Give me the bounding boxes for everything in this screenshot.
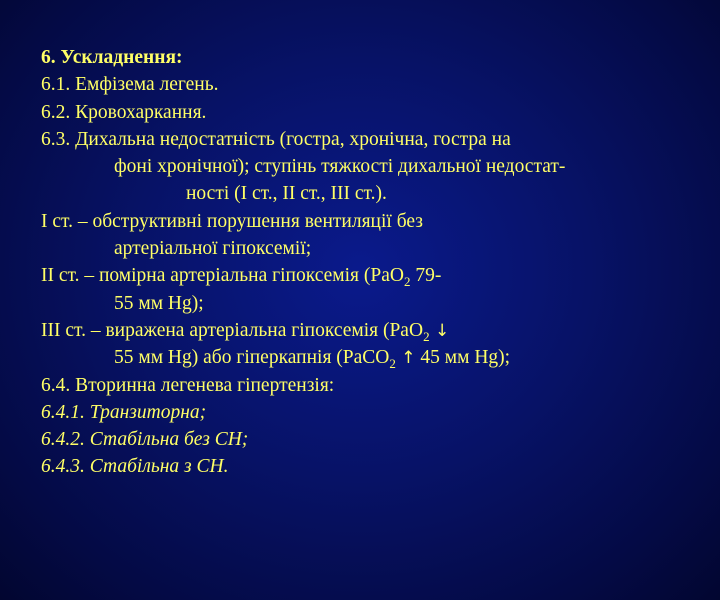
stage3-text: ІІІ ст. – виражена артеріальна гіпоксемія (РаО [41,319,424,341]
stage3-line2 [41,344,701,371]
stage2-subscript: 2 [403,274,411,290]
slide-content [41,44,701,481]
stage1-line1: І ст. – обструктивні порушення вентиляції без [41,210,423,232]
subitem-stable-with-hf: 6.4.3. Стабільна з СН. [41,456,229,478]
item-respiratory-failure: 6.3. Дихальна недостатність (гостра, хронічна, гостра на [41,128,511,150]
stage1-line2: артеріальної гіпоксемії; [114,238,312,260]
arrow-down-icon: ↓ [429,320,450,341]
subitem-transient: 6.4.1. Транзиторна; [41,401,207,423]
item-pulmonary-hypertension: 6.4. Вторинна легенева гіпертензія: [41,374,335,396]
stage2-text: ІІ ст. – помірна артеріальна гіпоксемія (РаО [41,265,404,287]
section-heading: 6. Ускладнення: [41,47,183,68]
item-hemoptysis: 6.2. Кровохаркання. [41,101,207,123]
subitem-stable-without-hf: 6.4.2. Стабільна без СН; [41,429,249,451]
stage2-line1 [41,262,701,289]
item-respiratory-failure-line3: ності (І ст., ІІ ст., ІІІ ст.). [186,183,387,205]
stage3-line2-text: 55 мм Hg) або гіперкапнія (РаСО [114,347,390,369]
stage3-subscript: 2 [423,328,430,344]
stage3-line1 [41,317,701,344]
stage2-line2: 55 мм Hg); [114,292,204,314]
stage3-line2-subscript: 2 [389,356,396,372]
item-respiratory-failure-line2: фоні хронічної); ступінь тяжкості дихальної недостат- [114,156,566,178]
arrow-up-icon: ↑ [395,348,416,369]
stage3-line2-value: 45 мм Hg); [415,347,511,369]
stage2-value: 79- [410,265,442,287]
item-emphysema: 6.1. Емфізема легень. [41,74,219,96]
